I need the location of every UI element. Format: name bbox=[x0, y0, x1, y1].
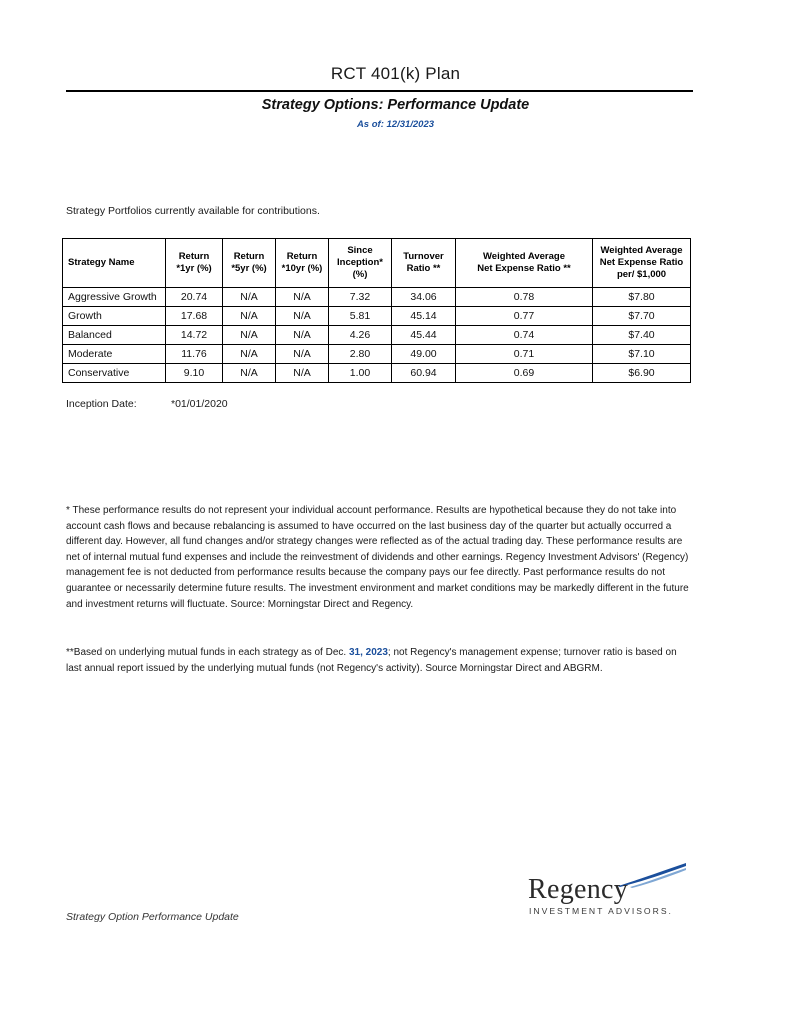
column-header-return-1yr bbox=[166, 239, 223, 288]
cell-return-10yr: N/A bbox=[276, 364, 329, 383]
column-header-text: Return bbox=[178, 251, 210, 263]
cell-strategy-name: Aggressive Growth bbox=[63, 288, 166, 307]
cell-weighted-avg-net-expense-per-1000: $7.70 bbox=[593, 307, 691, 326]
cell-return-1yr: 14.72 bbox=[166, 326, 223, 345]
footnote-performance-disclosure: * These performance results do not represent your individual account performance. Results are hypothetical because they do not take into account cash flows and because rebalancing is assumed to have occurred on the last business day of the quarter but actually occurred a different day. However, all fund changes and/or strategy changes were reflected as of the actual trading day. These performance results are net of internal mutual fund expenses and include the reinvestment of dividends and other earnings. Regency Investment Advisors' (Regency) management fee is not deducted from performance results because the company pays our fee directly. Past performance results do not guarantee or necessarily determine future results. The investment environment and market conditions may be markedly different in the future and investment returns will fluctuate. Source: Morningstar Direct and Regency. bbox=[66, 505, 689, 610]
footnote-expense-disclosure bbox=[66, 645, 691, 676]
column-header-subtext: *5yr (%) bbox=[231, 263, 267, 274]
column-header-weighted-avg-net-expense-per-1000 bbox=[593, 239, 691, 288]
inception-date-row bbox=[66, 398, 228, 410]
cell-turnover-ratio: 45.44 bbox=[392, 326, 456, 345]
performance-table-wrapper bbox=[62, 238, 690, 383]
cell-weighted-avg-net-expense-per-1000: $7.80 bbox=[593, 288, 691, 307]
cell-weighted-avg-net-expense-ratio: 0.74 bbox=[456, 326, 593, 345]
cell-weighted-avg-net-expense-ratio: 0.71 bbox=[456, 345, 593, 364]
column-header-strategy-name bbox=[63, 239, 166, 288]
column-header-weighted-avg-net-expense-ratio bbox=[456, 239, 593, 288]
cell-return-10yr: N/A bbox=[276, 345, 329, 364]
cell-since-inception: 4.26 bbox=[329, 326, 392, 345]
column-header-subtext: *10yr (%) bbox=[281, 263, 323, 274]
table-row bbox=[63, 345, 691, 364]
cell-since-inception: 5.81 bbox=[329, 307, 392, 326]
footer-document-label: Strategy Option Performance Update bbox=[66, 911, 239, 923]
logo-tagline: INVESTMENT ADVISORS. bbox=[529, 906, 673, 916]
inception-date-label: Inception Date: bbox=[66, 398, 137, 410]
column-header-subtext2: per/ $1,000 bbox=[616, 268, 667, 280]
column-header-subtext: *1yr (%) bbox=[176, 263, 212, 274]
cell-return-1yr: 9.10 bbox=[166, 364, 223, 383]
cell-since-inception: 7.32 bbox=[329, 288, 392, 307]
regency-logo bbox=[528, 862, 688, 918]
cell-turnover-ratio: 34.06 bbox=[392, 288, 456, 307]
cell-strategy-name: Growth bbox=[63, 307, 166, 326]
cell-weighted-avg-net-expense-per-1000: $7.40 bbox=[593, 326, 691, 345]
cell-weighted-avg-net-expense-ratio: 0.77 bbox=[456, 307, 593, 326]
table-row bbox=[63, 307, 691, 326]
column-header-text: Strategy Name bbox=[68, 257, 135, 269]
cell-turnover-ratio: 60.94 bbox=[392, 364, 456, 383]
cell-return-10yr: N/A bbox=[276, 288, 329, 307]
footnote-expense-pre: **Based on underlying mutual funds in each strategy as of Dec. bbox=[66, 647, 349, 658]
page-title: RCT 401(k) Plan bbox=[330, 64, 461, 83]
intro-text: Strategy Portfolios currently available for contributions. bbox=[66, 205, 320, 217]
table-header-row bbox=[63, 239, 691, 288]
cell-weighted-avg-net-expense-ratio: 0.69 bbox=[456, 364, 593, 383]
cell-return-5yr: N/A bbox=[223, 345, 276, 364]
cell-return-1yr: 17.68 bbox=[166, 307, 223, 326]
logo-wordmark: Regency bbox=[528, 874, 629, 905]
column-header-text: Return bbox=[233, 251, 265, 263]
table-row bbox=[63, 364, 691, 383]
cell-weighted-avg-net-expense-per-1000: $6.90 bbox=[593, 364, 691, 383]
column-header-subtext: Ratio ** bbox=[406, 263, 441, 274]
column-header-subtext: Net Expense Ratio bbox=[599, 257, 684, 269]
cell-return-10yr: N/A bbox=[276, 307, 329, 326]
table-row bbox=[63, 288, 691, 307]
table-row bbox=[63, 326, 691, 345]
cell-strategy-name: Conservative bbox=[63, 364, 166, 383]
title-divider bbox=[66, 90, 693, 92]
cell-return-5yr: N/A bbox=[223, 364, 276, 383]
cell-return-5yr: N/A bbox=[223, 326, 276, 345]
cell-return-10yr: N/A bbox=[276, 326, 329, 345]
footnote-expense-date: 31, 2023 bbox=[348, 647, 388, 658]
cell-weighted-avg-net-expense-ratio: 0.78 bbox=[456, 288, 593, 307]
column-header-text: Turnover bbox=[403, 251, 444, 263]
cell-turnover-ratio: 49.00 bbox=[392, 345, 456, 364]
column-header-subtext: Inception* (%) bbox=[337, 257, 383, 280]
table-body bbox=[63, 288, 691, 383]
performance-table bbox=[62, 238, 691, 383]
as-of-date: As of: 12/31/2023 bbox=[356, 119, 435, 130]
cell-since-inception: 2.80 bbox=[329, 345, 392, 364]
cell-return-1yr: 20.74 bbox=[166, 288, 223, 307]
page-subtitle: Strategy Options: Performance Update bbox=[261, 97, 530, 113]
column-header-subtext: Net Expense Ratio ** bbox=[477, 263, 571, 274]
cell-return-5yr: N/A bbox=[223, 288, 276, 307]
cell-strategy-name: Balanced bbox=[63, 326, 166, 345]
column-header-return-5yr bbox=[223, 239, 276, 288]
cell-return-1yr: 11.76 bbox=[166, 345, 223, 364]
column-header-turnover-ratio bbox=[392, 239, 456, 288]
cell-weighted-avg-net-expense-per-1000: $7.10 bbox=[593, 345, 691, 364]
column-header-text: Since bbox=[347, 245, 373, 257]
column-header-text: Weighted Average bbox=[600, 245, 683, 257]
column-header-since-inception bbox=[329, 239, 392, 288]
cell-strategy-name: Moderate bbox=[63, 345, 166, 364]
footnote-expense-post: ; not Regency's management expense; turnover ratio is based on last annual report issued by the underlying mutual funds (not Regency's activity). Source Morningstar Direct and ABGRM. bbox=[66, 647, 677, 674]
column-header-text: Return bbox=[286, 251, 318, 263]
column-header-return-10yr bbox=[276, 239, 329, 288]
cell-turnover-ratio: 45.14 bbox=[392, 307, 456, 326]
inception-date-value: *01/01/2020 bbox=[171, 398, 228, 410]
cell-return-5yr: N/A bbox=[223, 307, 276, 326]
cell-since-inception: 1.00 bbox=[329, 364, 392, 383]
column-header-text: Weighted Average bbox=[482, 251, 565, 263]
